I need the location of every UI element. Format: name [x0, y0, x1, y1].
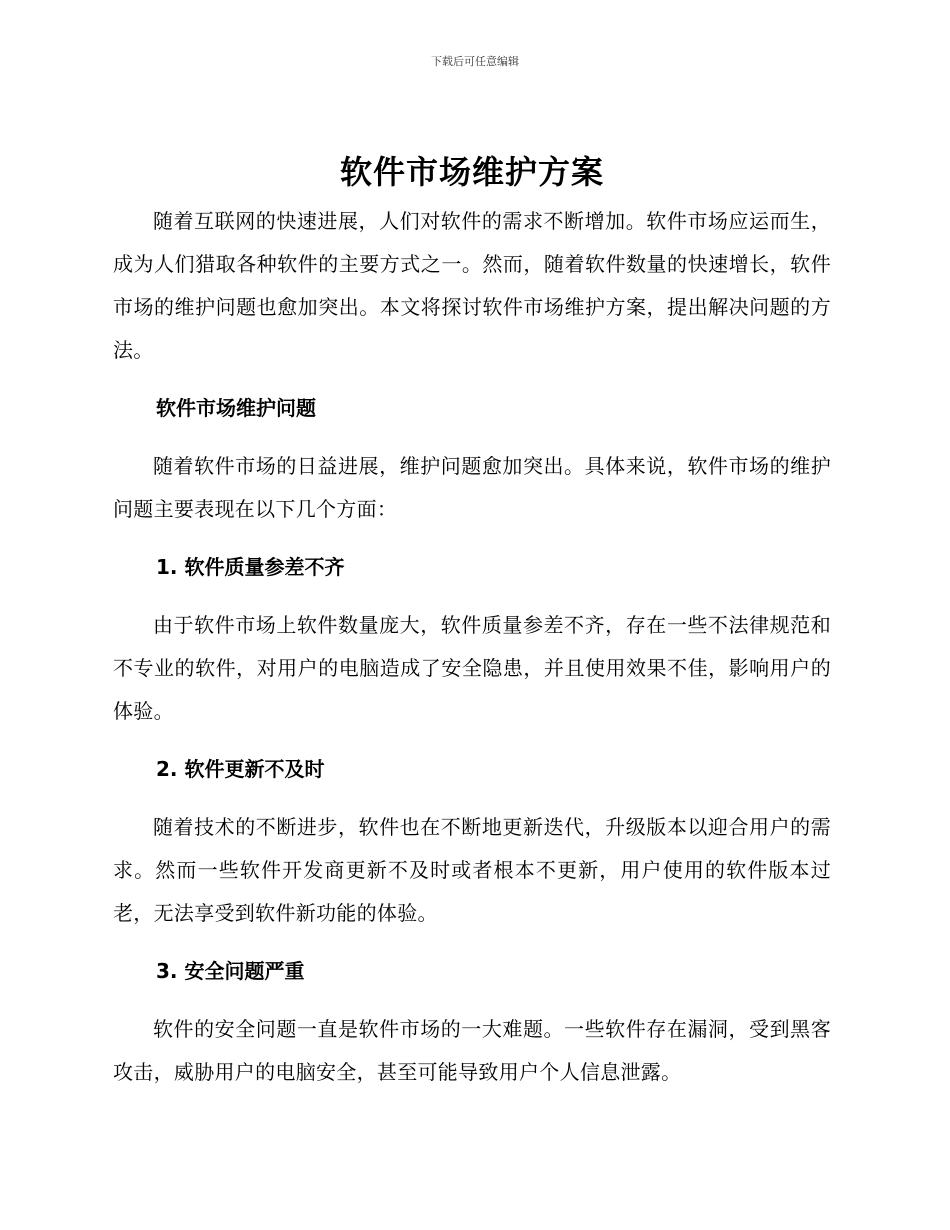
document-title: 软件市场维护方案	[339, 153, 604, 191]
intro-paragraph: 随着互联网的快速进展，人们对软件的需求不断增加。软件市场应运而生，成为人们猎取各种软件的主要方式之一。然而，随着软件数量的快速增长，软件市场的维护问题也愈加突出。本文将探讨软件市场维护方案，提出解决问题的方法。	[113, 209, 831, 362]
spacer	[113, 589, 831, 604]
item-heading-updates: 2. 软件更新不及时	[156, 757, 325, 781]
spacer	[113, 993, 831, 1008]
document-body	[113, 150, 831, 1094]
item-heading-security: 3. 安全问题严重	[156, 959, 305, 983]
spacer	[113, 430, 831, 445]
spacer	[113, 733, 831, 748]
item-body-updates: 随着技术的不断进步，软件也在不断地更新迭代，升级版本以迎合用户的需求。然而一些软件开发商更新不及时或者根本不更新，用户使用的软件版本过老，无法享受到软件新功能的体验。	[113, 815, 831, 925]
spacer	[113, 791, 831, 806]
item-body-security: 软件的安全问题一直是软件市场的一大难题。一些软件存在漏洞，受到黑客攻击，威胁用户的电脑安全，甚至可能导致用户个人信息泄露。	[113, 1017, 831, 1084]
spacer	[113, 531, 831, 546]
section-heading: 软件市场维护问题	[156, 396, 316, 420]
spacer	[113, 372, 831, 387]
section-intro-paragraph: 随着软件市场的日益进展，维护问题愈加突出。具体来说，软件市场的维护问题主要表现在以下几个方面：	[113, 454, 831, 521]
header-note: 下载后可任意编辑	[431, 55, 519, 68]
item-body-quality: 由于软件市场上软件数量庞大，软件质量参差不齐，存在一些不法律规范和不专业的软件，对用户的电脑造成了安全隐患，并且使用效果不佳，影响用户的体验。	[113, 613, 831, 723]
spacer	[113, 935, 831, 950]
item-heading-quality: 1. 软件质量参差不齐	[156, 555, 345, 579]
